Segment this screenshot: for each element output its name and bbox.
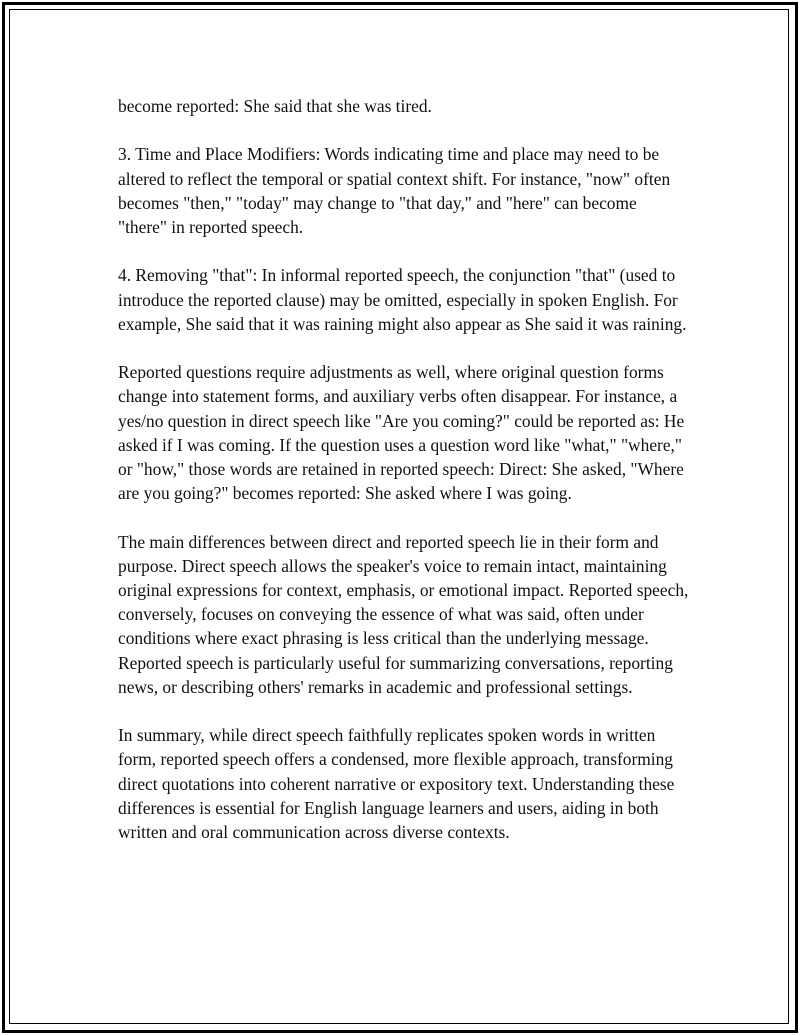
paragraph-summary: In summary, while direct speech faithfully replicates spoken words in written form, reported speech offers a condensed, more flexible approach, transforming direct quotations into coherent narrative or expository text. Understanding these differences is essential for English language learners and users, aiding in both written and oral communication across diverse contexts.: [118, 725, 675, 843]
paragraph-main-differences: The main differences between direct and reported speech lie in their form and purpose. Direct speech allows the speaker's voice to remain intact, maintaining original expressions for context, emphasis, or emotional impact. Reported speech, conversely, focuses on conveying the essence of what was said, often under conditions where exact phrasing is less critical than the underlying message. Reported speech is particularly useful for summarizing conversations, reporting news, or describing others' remarks in academic and professional settings.: [118, 531, 689, 697]
paragraph-reported-questions: Reported questions require adjustments as well, where original question forms change into statement forms, and auxiliary verbs often disappear. For instance, a yes/no question in direct speech like "Are you coming?" could be reported as: He asked if I was coming. If the question uses a question word like "what," "where," or "how," those words are retained in reported speech: Direct: She asked, "Where are you going?" becomes reported: She asked where I was going.: [118, 362, 685, 504]
paragraph-removing-that: 4. Removing "that": In informal reported speech, the conjunction "that" (used to introduce the reported clause) may be omitted, especially in spoken English. For example, She said that it was raining might also appear as She said it was raining.: [118, 265, 687, 334]
paragraph-reported-tired: become reported: She said that she was tired.: [118, 96, 432, 116]
document-body: [118, 94, 690, 868]
paragraph-time-place-modifiers: 3. Time and Place Modifiers: Words indicating time and place may need to be altered to reflect the temporal or spatial context shift. For instance, "now" often becomes "then," "today" may change to "that day," and "here" can become "there" in reported speech.: [118, 144, 671, 237]
